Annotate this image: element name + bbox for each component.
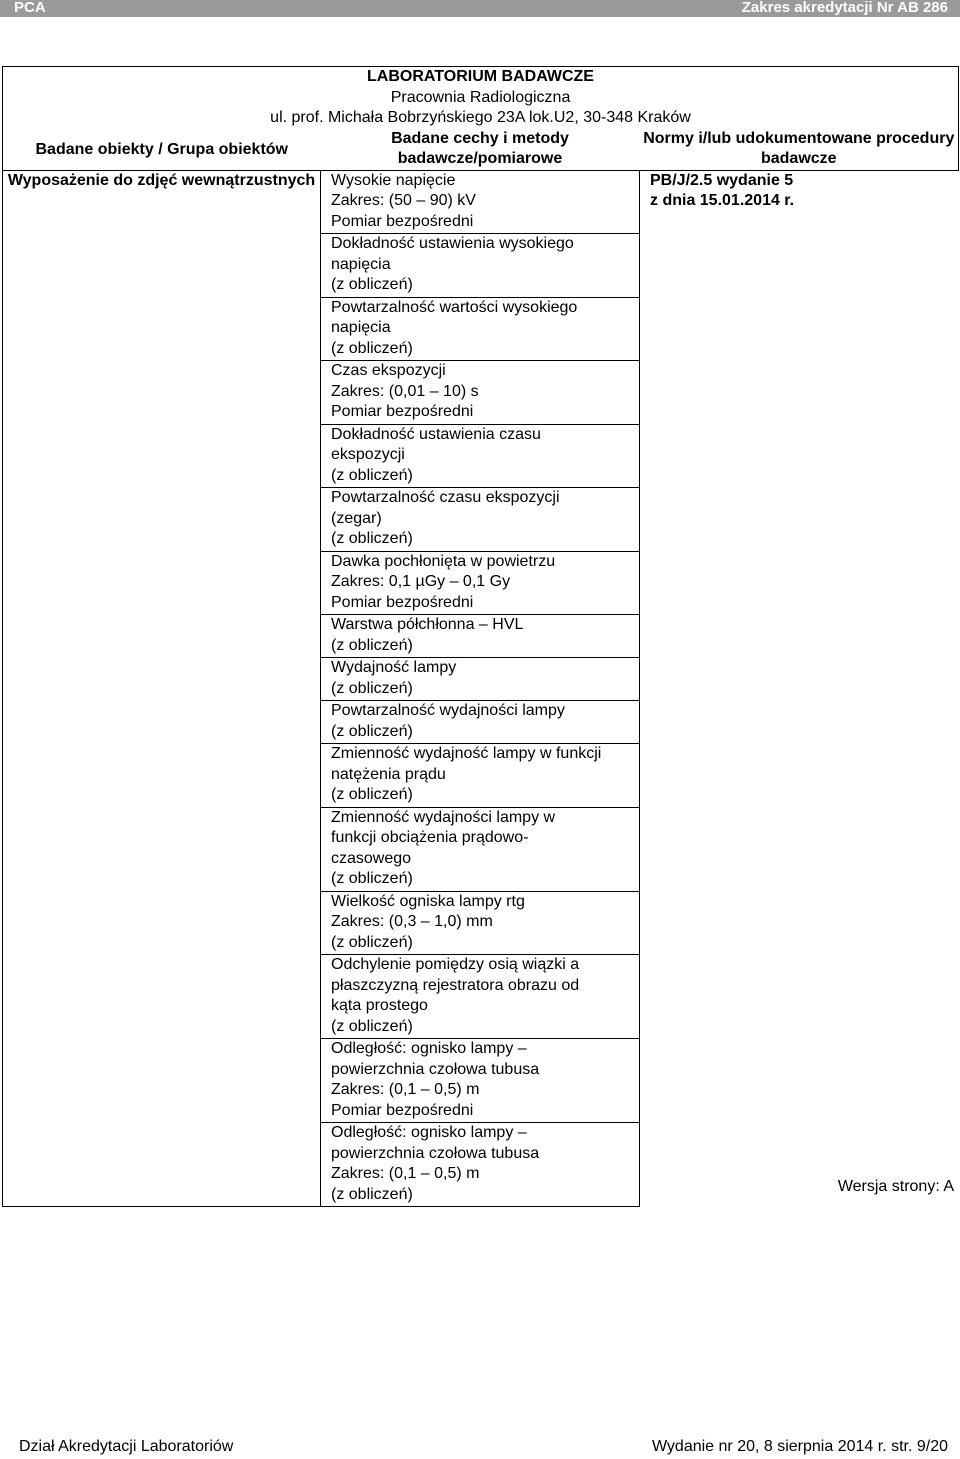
- features-cell: [321, 170, 640, 1207]
- feature-item: Dawka pochłonięta w powietrzu Zakres: 0,1 µGy – 0,1 Gy Pomiar bezpośredni: [321, 552, 639, 616]
- feature-item: Wielkość ogniska lampy rtg Zakres: (0,3 – 1,0) mm (z obliczeń): [321, 892, 639, 956]
- feature-list: [321, 171, 639, 1207]
- lab-name: LABORATORIUM BADAWCZE: [367, 68, 594, 85]
- page-header-bar: [0, 0, 960, 17]
- norm-cell: [640, 170, 959, 1207]
- feature-item: Powtarzalność czasu ekspozycji (zegar) (z obliczeń): [321, 488, 639, 552]
- header-title: Zakres akredytacji Nr AB 286: [741, 0, 948, 16]
- feature-item: Powtarzalność wydajności lampy (z obliczeń): [321, 701, 639, 744]
- feature-item: Zmienność wydajność lampy w funkcji natężenia prądu (z obliczeń): [321, 744, 639, 808]
- feature-item: Dokładność ustawienia wysokiego napięcia (z obliczeń): [321, 234, 639, 298]
- footer-department: Dział Akredytacji Laboratoriów: [19, 1438, 234, 1455]
- norm-procedure: PB/J/2.5 wydanie 5: [650, 171, 794, 189]
- column-header-objects: Badane obiekty / Grupa obiektów: [3, 129, 321, 171]
- feature-item: Wysokie napięcie Zakres: (50 – 90) kV Pomiar bezpośredni: [321, 171, 639, 235]
- accreditation-table: [2, 66, 959, 1207]
- feature-item: Dokładność ustawienia czasu ekspozycji (z obliczeń): [321, 425, 639, 489]
- lab-address: ul. prof. Michała Bobrzyńskiego 23A lok.U2, 30-348 Kraków: [270, 109, 691, 126]
- feature-item: Wydajność lampy (z obliczeń): [321, 658, 639, 701]
- norm-date: z dnia 15.01.2014 r.: [650, 192, 795, 209]
- object-cell: Wyposażenie do zdjęć wewnątrzustnych: [3, 170, 321, 1207]
- feature-item: Odchylenie pomiędzy osią wiązki a płaszczyzną rejestratora obrazu od kąta prostego (z obliczeń): [321, 955, 639, 1039]
- column-header-features: Badane cechy i metody badawcze/pomiarowe: [391, 129, 569, 167]
- column-header-norms: Normy i/lub udokumentowane procedury badawcze: [640, 129, 959, 171]
- feature-item: Powtarzalność wartości wysokiego napięcia (z obliczeń): [321, 298, 639, 362]
- feature-item: Odległość: ognisko lampy – powierzchnia czołowa tubusa Zakres: (0,1 – 0,5) m (z obliczeń): [331, 1124, 540, 1203]
- page-version: Wersja strony: A: [837, 1178, 954, 1195]
- feature-item: Warstwa półchłonna – HVL (z obliczeń): [321, 615, 639, 658]
- lab-unit: Pracownia Radiologiczna: [390, 88, 571, 106]
- feature-item: Odległość: ognisko lampy – powierzchnia czołowa tubusa Zakres: (0,1 – 0,5) m Pomiar bezpośredni: [321, 1039, 639, 1123]
- footer-edition: Wydanie nr 20, 8 sierpnia 2014 r. str. 9/20: [651, 1438, 948, 1455]
- header-org: PCA: [14, 0, 46, 16]
- feature-item: Zmienność wydajności lampy w funkcji obciążenia prądowo- czasowego (z obliczeń): [321, 808, 639, 892]
- lab-header: [3, 67, 959, 129]
- feature-item: Czas ekspozycji Zakres: (0,01 – 10) s Pomiar bezpośredni: [321, 361, 639, 425]
